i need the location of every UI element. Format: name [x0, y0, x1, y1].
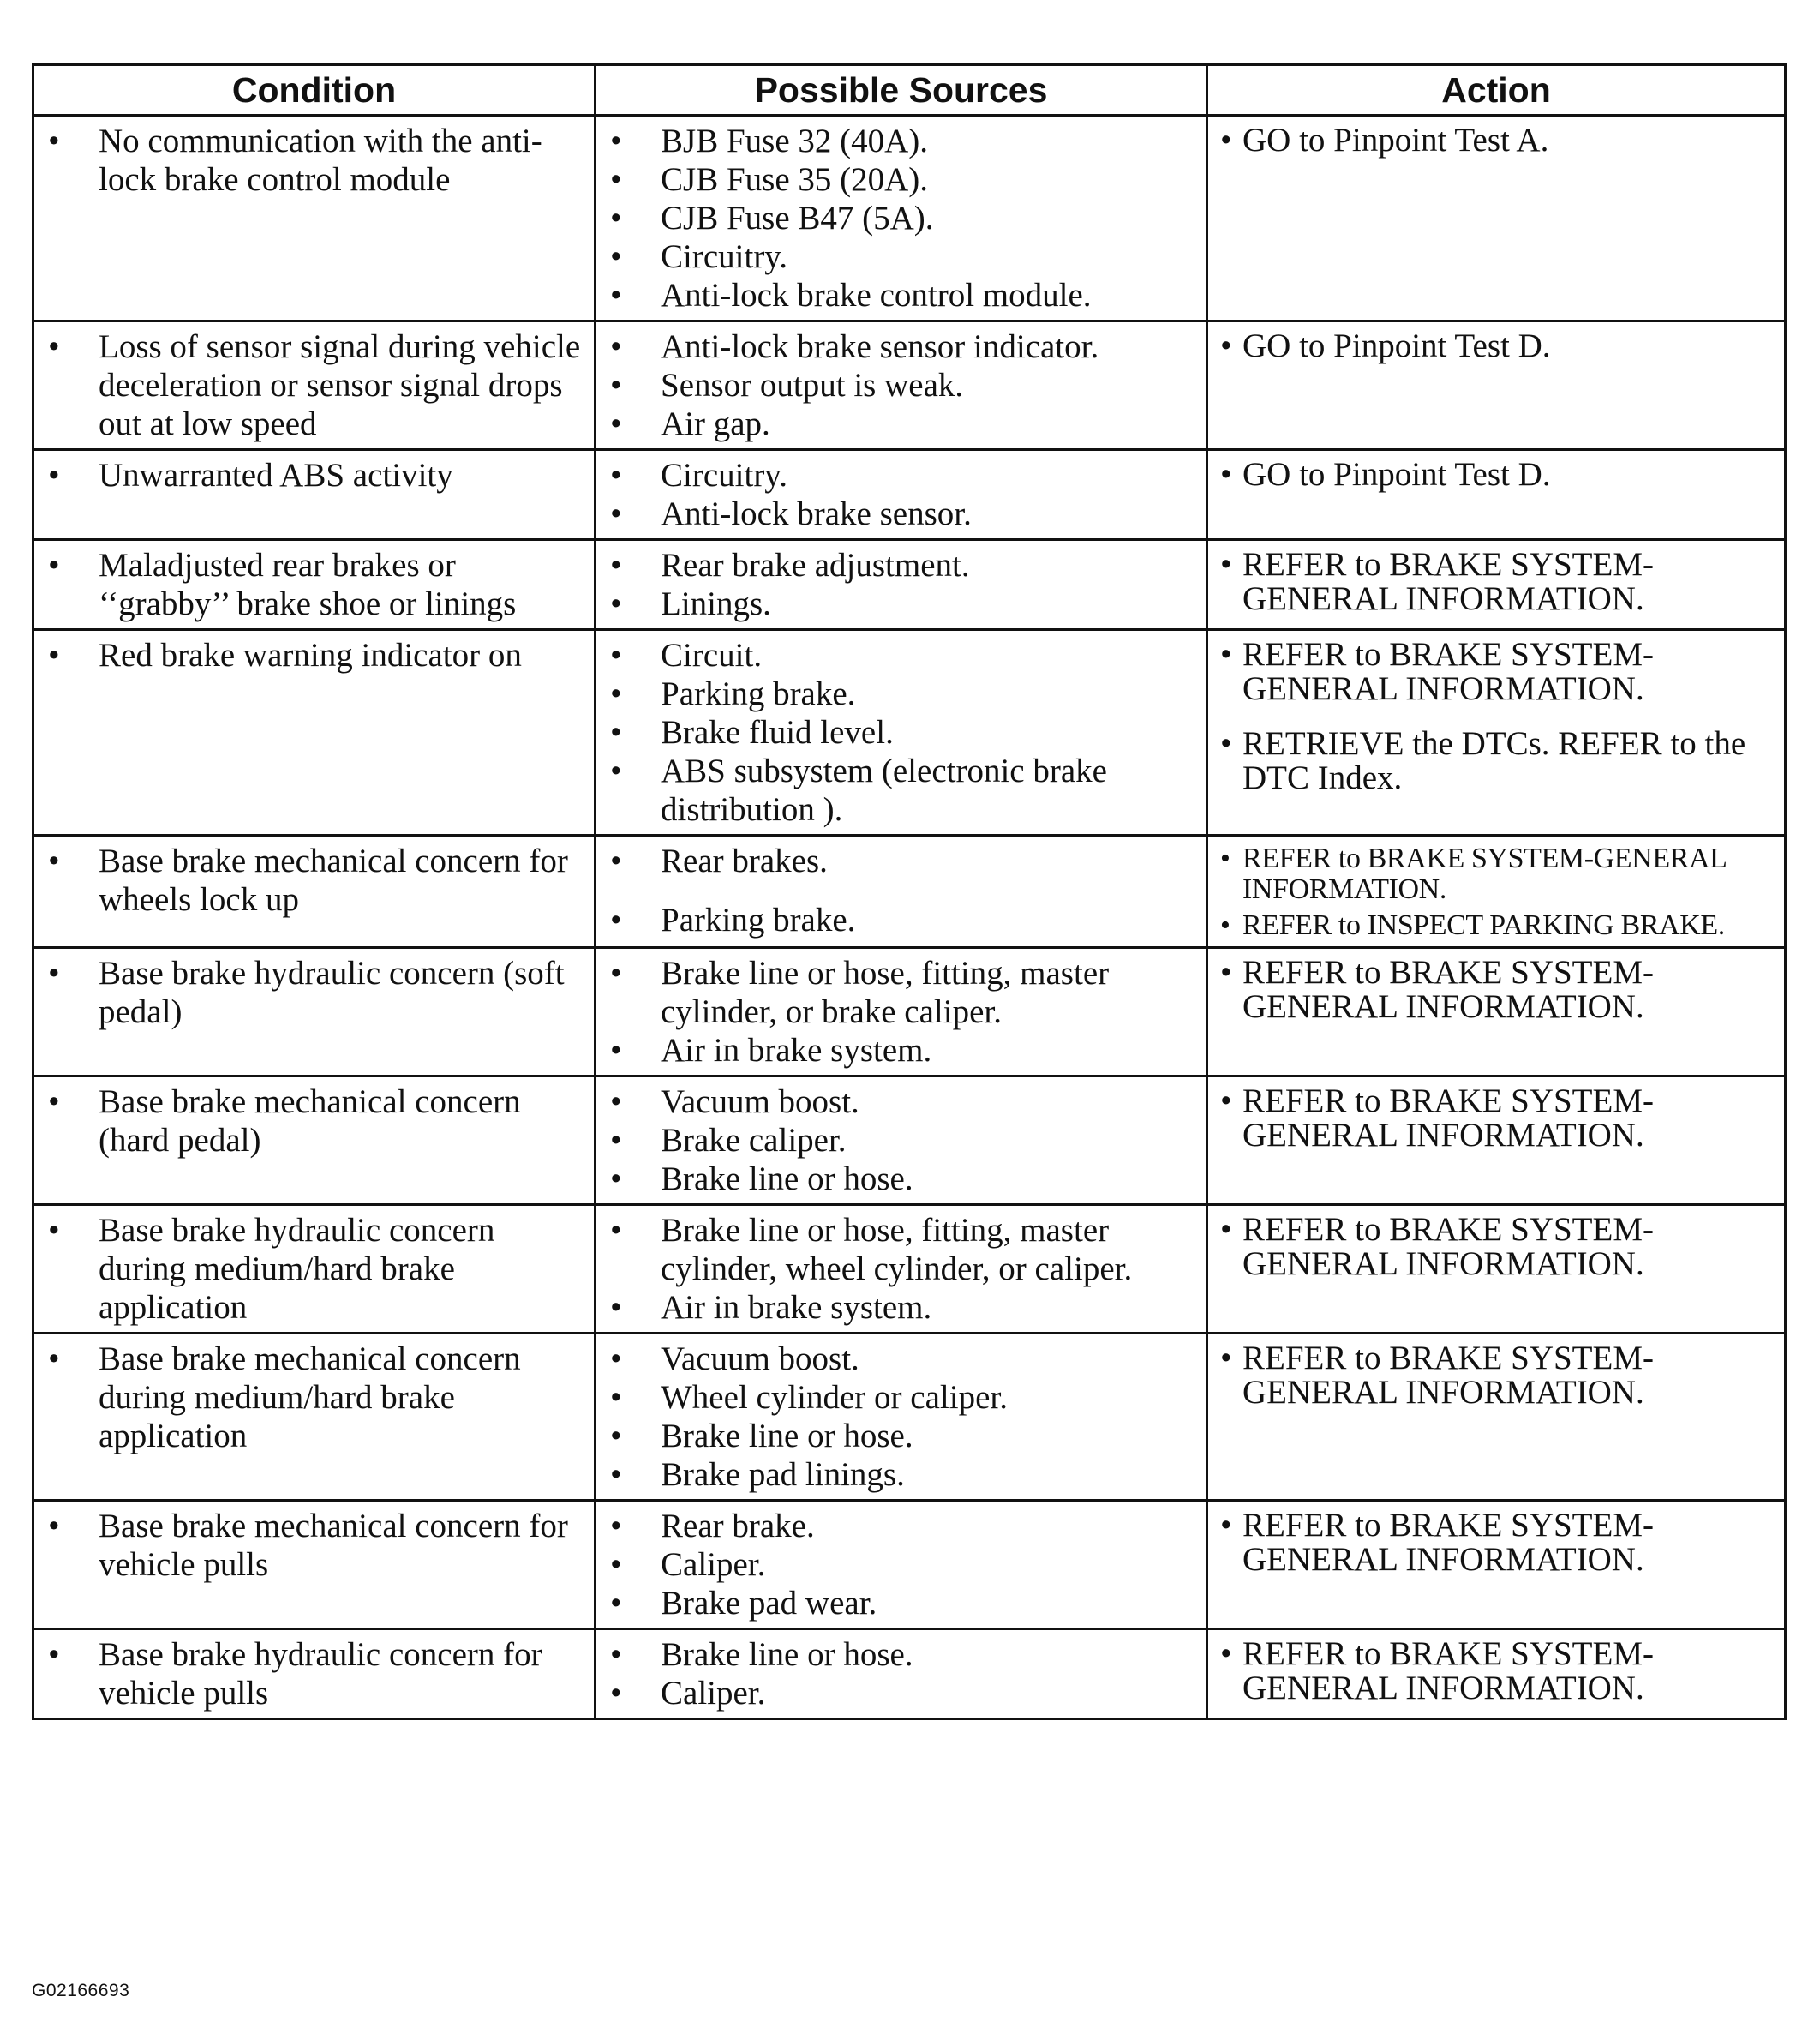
action-cell — [1207, 116, 1786, 321]
source-item: • Air in brake system. — [607, 1031, 1195, 1070]
action-cell — [1207, 1629, 1786, 1719]
source-item: • Caliper. — [607, 1674, 1195, 1712]
source-item: • Brake line or hose. — [607, 1635, 1195, 1674]
source-item: • Circuitry. — [607, 237, 1195, 276]
source-item: • Brake fluid level. — [607, 713, 1195, 752]
figure-code: G02166693 — [32, 1981, 130, 2000]
sources-cell — [596, 321, 1207, 450]
table-row — [33, 1076, 1786, 1205]
source-item: • Anti-lock brake sensor indicator. — [607, 327, 1195, 366]
condition-text: • Base brake hydraulic concern for vehicle pulls — [45, 1635, 584, 1712]
condition-text: • Base brake mechanical concern for vehicle pulls — [45, 1507, 584, 1584]
condition-cell — [33, 1334, 596, 1501]
action-item: • REFER to INSPECT PARKING BRAKE. — [1220, 910, 1775, 941]
condition-cell — [33, 948, 596, 1076]
condition-text: • Base brake mechanical concern during medium/hard brake application — [45, 1340, 584, 1455]
action-cell — [1207, 630, 1786, 836]
column-header-condition: Condition — [33, 65, 596, 116]
source-item: • Vacuum boost. — [607, 1340, 1195, 1378]
table-row — [33, 1629, 1786, 1719]
condition-text: • Unwarranted ABS activity — [45, 456, 584, 495]
table-row — [33, 1501, 1786, 1629]
condition-cell — [33, 836, 596, 948]
source-item: • Circuitry. — [607, 456, 1195, 495]
condition-text: • Red brake warning indicator on — [45, 636, 584, 675]
sources-cell — [596, 540, 1207, 630]
action-cell — [1207, 948, 1786, 1076]
action-cell — [1207, 1501, 1786, 1629]
condition-cell — [33, 540, 596, 630]
source-item: • Brake line or hose, fitting, master cylinder, or brake caliper. — [607, 954, 1195, 1031]
source-item: • Brake pad wear. — [607, 1584, 1195, 1622]
table-row — [33, 1205, 1786, 1334]
condition-text: • Base brake hydraulic concern during medium/hard brake application — [45, 1211, 584, 1327]
header-row — [33, 65, 1786, 116]
action-item: • REFER to BRAKE SYSTEM-GENERAL INFORMATION. — [1220, 638, 1775, 706]
action-cell — [1207, 1076, 1786, 1205]
source-item: • Parking brake. — [607, 675, 1195, 713]
condition-cell — [33, 1629, 596, 1719]
source-item: • Parking brake. — [607, 901, 1195, 939]
condition-text: • Base brake mechanical concern for wheels lock up — [45, 842, 584, 919]
table-row — [33, 540, 1786, 630]
table-row — [33, 321, 1786, 450]
condition-cell — [33, 1205, 596, 1334]
table-row — [33, 630, 1786, 836]
action-item: • REFER to BRAKE SYSTEM-GENERAL INFORMATION. — [1220, 1637, 1775, 1706]
condition-cell — [33, 321, 596, 450]
table-row — [33, 948, 1786, 1076]
table-row — [33, 450, 1786, 540]
condition-cell — [33, 116, 596, 321]
sources-cell — [596, 116, 1207, 321]
table-row — [33, 836, 1786, 948]
source-item: • Brake caliper. — [607, 1121, 1195, 1160]
condition-text: • Loss of sensor signal during vehicle deceleration or sensor signal drops out at low speed — [45, 327, 584, 443]
source-item: • Vacuum boost. — [607, 1082, 1195, 1121]
source-item: • Brake line or hose, fitting, master cylinder, wheel cylinder, or caliper. — [607, 1211, 1195, 1288]
source-item: • Brake pad linings. — [607, 1455, 1195, 1494]
source-item: • Brake line or hose. — [607, 1160, 1195, 1198]
condition-text: • Base brake mechanical concern (hard pedal) — [45, 1082, 584, 1160]
sources-cell — [596, 836, 1207, 948]
sources-cell — [596, 1076, 1207, 1205]
source-item: • Rear brake. — [607, 1507, 1195, 1545]
source-item: • Rear brakes. — [607, 842, 1195, 880]
source-item: • Air in brake system. — [607, 1288, 1195, 1327]
condition-cell — [33, 1076, 596, 1205]
action-item: • GO to Pinpoint Test D. — [1220, 458, 1775, 492]
table-row — [33, 1334, 1786, 1501]
table-row — [33, 116, 1786, 321]
action-item: • REFER to BRAKE SYSTEM-GENERAL INFORMATION. — [1220, 1341, 1775, 1410]
source-item: • Wheel cylinder or caliper. — [607, 1378, 1195, 1417]
source-item: • BJB Fuse 32 (40A). — [607, 122, 1195, 160]
source-item: • Rear brake adjustment. — [607, 546, 1195, 585]
source-item: • Air gap. — [607, 405, 1195, 443]
action-cell — [1207, 1334, 1786, 1501]
action-cell — [1207, 450, 1786, 540]
source-item: • Anti-lock brake sensor. — [607, 495, 1195, 533]
source-item: • Brake line or hose. — [607, 1417, 1195, 1455]
source-item: • Linings. — [607, 585, 1195, 623]
sources-cell — [596, 1501, 1207, 1629]
condition-text: • Maladjusted rear brakes or ‘‘grabby’’ brake shoe or linings — [45, 546, 584, 623]
sources-cell — [596, 630, 1207, 836]
column-header-possible-sources: Possible Sources — [596, 65, 1207, 116]
action-cell — [1207, 836, 1786, 948]
action-item: • REFER to BRAKE SYSTEM-GENERAL INFORMATION. — [1220, 843, 1775, 905]
sources-cell — [596, 450, 1207, 540]
source-item: • Anti-lock brake control module. — [607, 276, 1195, 315]
source-item: • CJB Fuse 35 (20A). — [607, 160, 1195, 199]
source-item: • CJB Fuse B47 (5A). — [607, 199, 1195, 237]
source-item: • Caliper. — [607, 1545, 1195, 1584]
source-item: • Circuit. — [607, 636, 1195, 675]
action-item: • RETRIEVE the DTCs. REFER to the DTC Index. — [1220, 727, 1775, 795]
column-header-action: Action — [1207, 65, 1786, 116]
action-item: • REFER to BRAKE SYSTEM-GENERAL INFORMATION. — [1220, 548, 1775, 616]
sources-cell — [596, 1334, 1207, 1501]
condition-cell — [33, 630, 596, 836]
action-item: • REFER to BRAKE SYSTEM-GENERAL INFORMATION. — [1220, 956, 1775, 1024]
condition-text: • Base brake hydraulic concern (soft pedal) — [45, 954, 584, 1031]
sources-cell — [596, 948, 1207, 1076]
action-item: • GO to Pinpoint Test A. — [1220, 123, 1775, 158]
action-item: • REFER to BRAKE SYSTEM-GENERAL INFORMATION. — [1220, 1084, 1775, 1153]
action-cell — [1207, 540, 1786, 630]
action-item: • GO to Pinpoint Test D. — [1220, 329, 1775, 363]
sources-cell — [596, 1629, 1207, 1719]
symptom-chart-table — [32, 63, 1787, 1720]
action-item: • REFER to BRAKE SYSTEM-GENERAL INFORMATION. — [1220, 1213, 1775, 1281]
source-item: • Sensor output is weak. — [607, 366, 1195, 405]
sources-cell — [596, 1205, 1207, 1334]
action-cell — [1207, 1205, 1786, 1334]
action-cell — [1207, 321, 1786, 450]
condition-text: • No communication with the anti-lock brake control module — [45, 122, 584, 199]
action-item: • REFER to BRAKE SYSTEM-GENERAL INFORMATION. — [1220, 1508, 1775, 1577]
source-item: • ABS subsystem (electronic brake distribution ). — [607, 752, 1195, 829]
condition-cell — [33, 450, 596, 540]
condition-cell — [33, 1501, 596, 1629]
